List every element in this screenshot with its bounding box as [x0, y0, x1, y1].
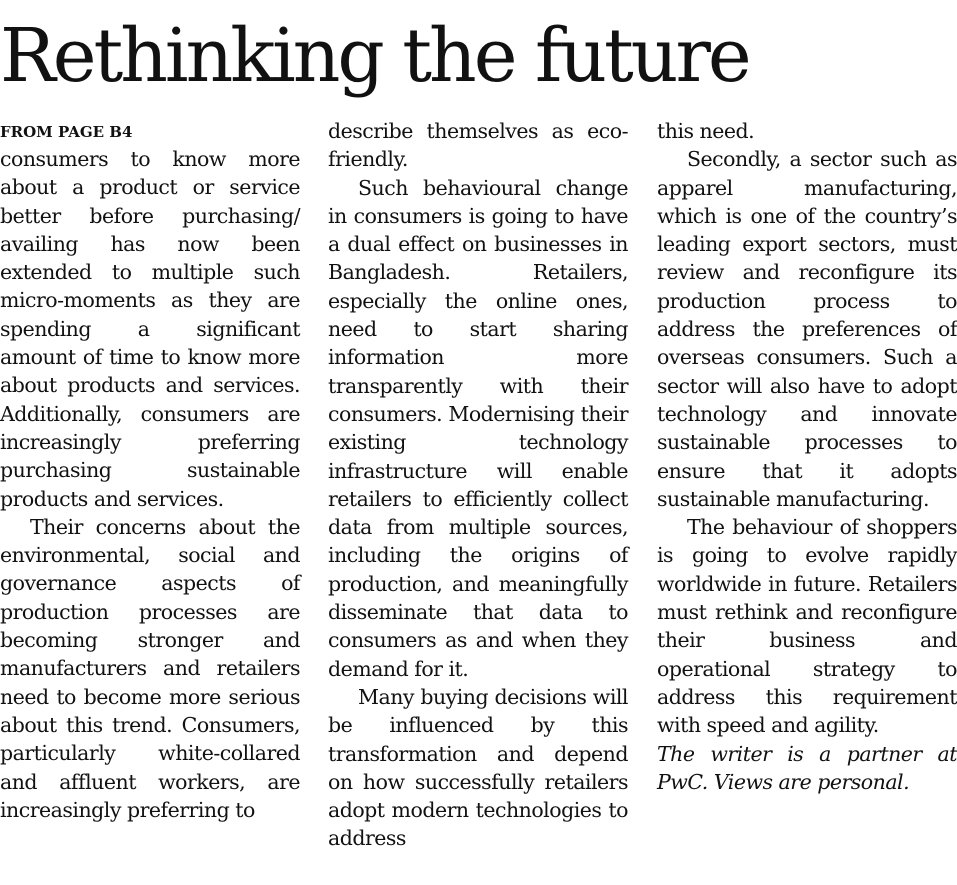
paragraph-6: The behaviour of shoppers is going to evolve rapidly worldwide in future. Retailers must rethink and reconfigure their business and operational strategy to address this requirement with speed and agility.	[657, 515, 957, 738]
article-column-2	[328, 117, 628, 853]
paragraph-5: Secondly, a sector such as apparel manufacturing, which is one of the country’s leading export sectors, must review and reconfigure its production process to address the preferences of overseas consumers. Such a sector will also have to adopt technology and innovate sustainable processes to ensure that it adopts sustainable manufacturing.	[657, 147, 957, 511]
paragraph-2-continued: describe themselves as eco-friendly.	[328, 119, 628, 172]
paragraph-4-continued: this need.	[657, 119, 755, 143]
article-column-3	[657, 117, 957, 796]
paragraph-2: Their concerns about the environmental, social and governance aspects of production processes are becoming stronger and manufacturers and retailers need to become more serious about this trend. Consumers, particularly white-collared and affluent workers, are increasingly preferring to	[0, 514, 300, 822]
paragraph-4: Many buying decisions will be influenced by this transformation and depend on how successfully retailers adopt modern technologies to address	[328, 684, 628, 851]
paragraph-1: consumers to know more about a product or service better before purchasing/ availing has now been extended to multiple such micro-moments as they are spending a significant amount of time to know more about products and services. Additionally, consumers are increasingly preferring purchasing sustainable products and services.	[0, 147, 300, 511]
paragraph-3: Such behavioural change in consumers is going to have a dual effect on businesses in Bangladesh. Retailers, especially the online ones, need to start sharing information more transparently with their consumers. Modernising their existing technology infrastructure will enable retailers to efficiently collect data from multiple sources, including the origins of production, and meaningfully disseminate that data to consumers as and when they demand for it.	[328, 175, 628, 681]
author-byline: The writer is a partner at PwC. Views are personal.	[657, 741, 957, 794]
article-headline: Rethinking the future	[0, 13, 749, 99]
article-column-1	[0, 120, 300, 824]
continued-from-label: FROM PAGE B4	[0, 123, 133, 141]
